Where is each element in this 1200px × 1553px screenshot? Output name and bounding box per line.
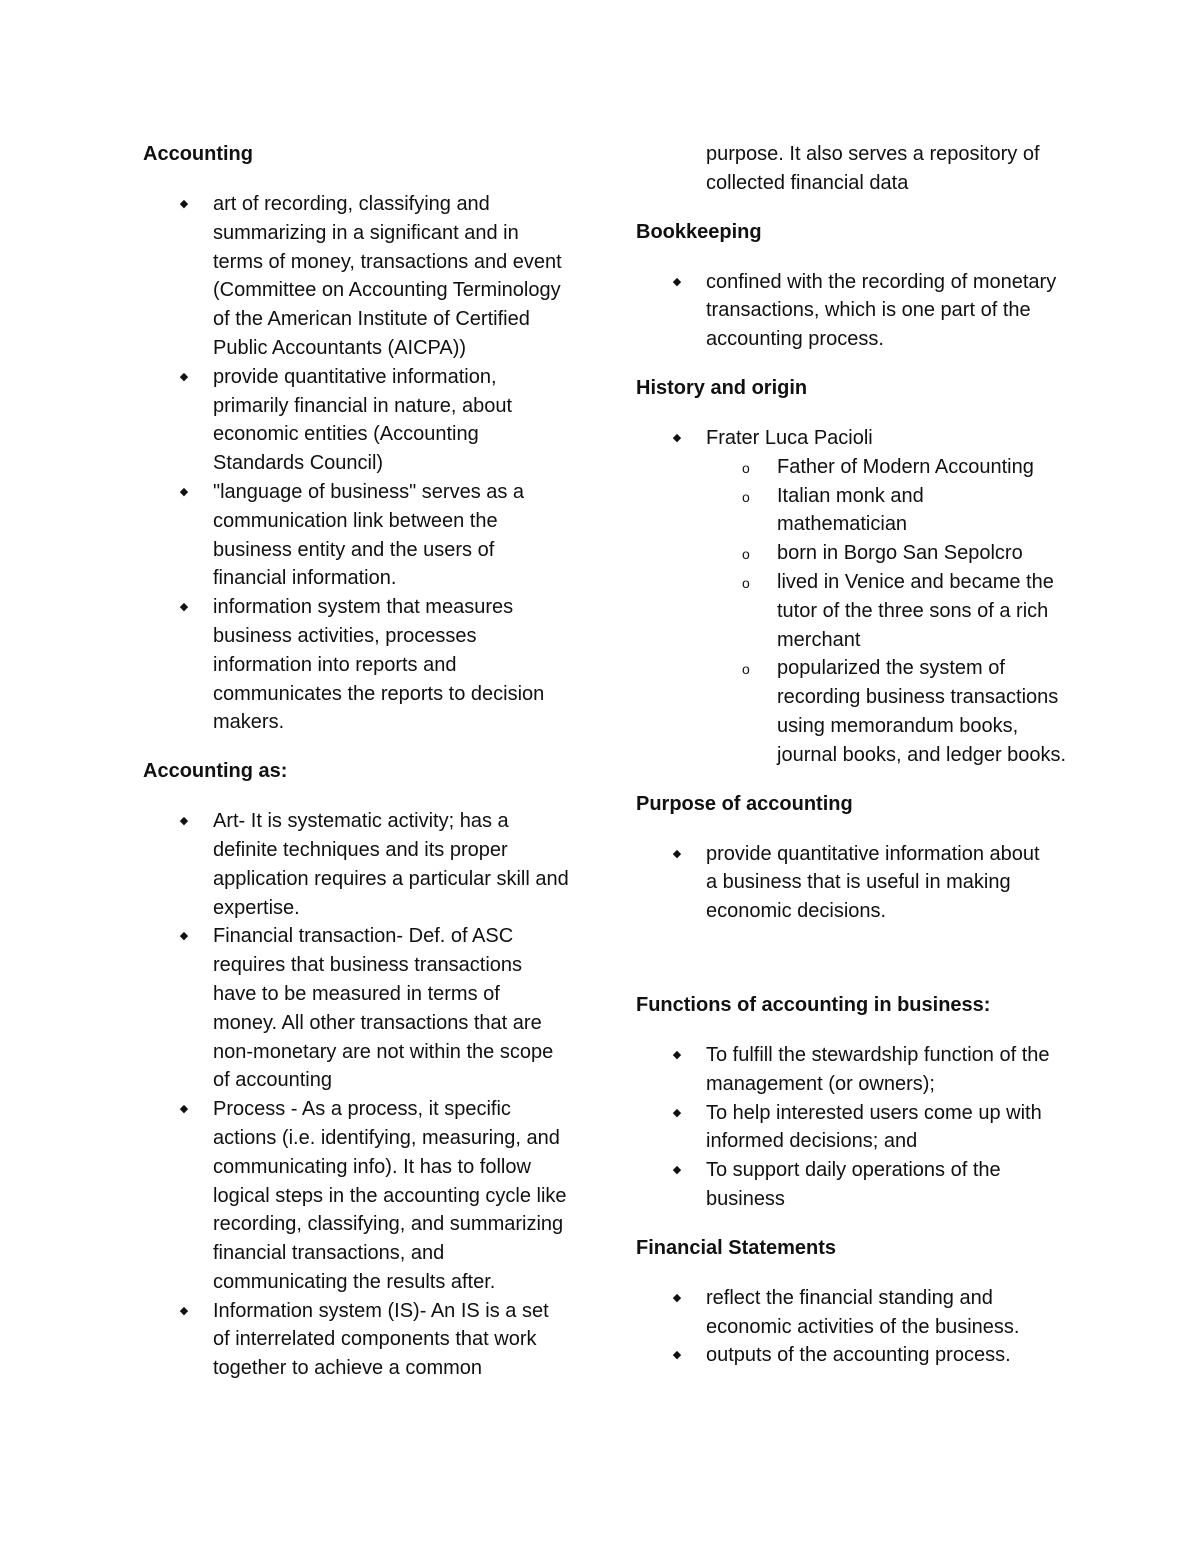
right-column (636, 140, 1076, 1370)
list-item (636, 1284, 1066, 1342)
diamond-bullet-icon: ◆ (179, 370, 189, 383)
list-item-text: provide quantitative information about a business that is useful in making economic decisions. (706, 842, 1040, 923)
list-item-text: reflect the financial standing and economic activities of the business. (706, 1286, 1020, 1338)
list-item (636, 268, 1066, 354)
sub-list-item (706, 539, 1077, 568)
diamond-bullet-icon: ◆ (672, 1349, 682, 1362)
diamond-bullet-icon: ◆ (179, 601, 189, 614)
sub-list-item (706, 482, 997, 540)
list-item-text: To help interested users come up with informed decisions; and (706, 1101, 1042, 1153)
heading-bookkeeping: Bookkeeping (636, 220, 762, 243)
list-item (143, 1095, 573, 1297)
diamond-bullet-icon: ◆ (179, 1304, 189, 1317)
heading-functions: Functions of accounting in business: (636, 993, 991, 1016)
accounting-list (143, 190, 583, 737)
history-list (636, 424, 1076, 770)
diamond-bullet-icon: ◆ (179, 930, 189, 943)
heading-accounting: Accounting (143, 143, 253, 165)
diamond-bullet-icon: ◆ (672, 431, 682, 444)
list-item-text: Financial transaction- Def. of ASC requires that business transactions have to be measured in terms of money. All other transactions that are non-monetary are not within the scope of accounting (213, 925, 554, 1092)
accounting-as-list (143, 807, 583, 1383)
list-item (143, 190, 573, 363)
list-item (143, 363, 558, 478)
list-item-text: Frater Luca Pacioli (706, 426, 873, 449)
list-item-text: To fulfill the stewardship function of the management (or owners); (706, 1043, 1050, 1095)
purpose-list (636, 840, 1076, 926)
list-item-text: Process - As a process, it specific actions (i.e. identifying, measuring, and communicating info). It has to follow logical steps in the accounting cycle like recording, classifying, and summarizing financial transactions, and communicating the results after. (213, 1098, 567, 1293)
list-item-text: Information system (IS)- An IS is a set of interrelated components that work together to achieve a common (213, 1299, 549, 1380)
list-item-text: art of recording, classifying and summarizing in a significant and in terms of money, transactions and event (Committee on Accounting Terminology of the American Institute of Certified Public Accountants (AICPA)) (213, 193, 562, 359)
circle-bullet-icon: o (742, 546, 750, 563)
list-item-text: "language of business" serves as a communication link between the business entity and the users of financial information. (213, 480, 525, 590)
sub-list-item (706, 654, 1077, 769)
diamond-bullet-icon: ◆ (179, 815, 189, 828)
list-item (143, 922, 563, 1095)
sub-list-item-text: lived in Venice and became the tutor of the three sons of a rich merchant (777, 570, 1054, 651)
list-item (143, 478, 573, 593)
list-item (636, 1341, 1066, 1370)
list-item (636, 1099, 1051, 1157)
list-item-text: Art- It is systematic activity; has a definite techniques and its proper application requires a particular skill and expertise. (213, 810, 569, 919)
list-item (636, 424, 1076, 770)
heading-history: History and origin (636, 376, 808, 399)
statements-list (636, 1284, 1076, 1370)
list-item-text: confined with the recording of monetary transactions, which is one part of the accounting process. (706, 270, 1057, 351)
heading-purpose: Purpose of accounting (636, 792, 853, 815)
list-item-text: provide quantitative information, primarily financial in nature, about economic entities (Accounting Standards Council) (213, 365, 513, 475)
diamond-bullet-icon: ◆ (672, 1291, 682, 1304)
list-item-text: information system that measures business activities, processes information into reports and communicates the reports to decision makers. (213, 596, 545, 734)
circle-bullet-icon: o (742, 661, 750, 678)
sub-list-item-text: born in Borgo San Sepolcro (777, 542, 1023, 565)
continuation-text: purpose. It also serves a repository of collected financial data (706, 143, 1040, 194)
list-item (636, 1041, 1066, 1099)
circle-bullet-icon: o (742, 488, 750, 505)
diamond-bullet-icon: ◆ (672, 1106, 682, 1119)
diamond-bullet-icon: ◆ (672, 847, 682, 860)
heading-accounting-as: Accounting as: (143, 760, 288, 783)
diamond-bullet-icon: ◆ (672, 1048, 682, 1061)
list-item (143, 1297, 563, 1383)
circle-bullet-icon: o (742, 574, 750, 591)
diamond-bullet-icon: ◆ (179, 485, 189, 498)
list-item-text: To support daily operations of the business (706, 1159, 1001, 1210)
history-sublist (636, 453, 1076, 770)
sub-list-item-text: Italian monk and mathematician (777, 484, 924, 536)
diamond-bullet-icon: ◆ (672, 1164, 682, 1177)
list-item (636, 840, 1056, 926)
list-item (143, 593, 573, 737)
bookkeeping-list (636, 268, 1076, 354)
left-column (143, 140, 583, 1383)
diamond-bullet-icon: ◆ (672, 275, 682, 288)
sub-list-item (706, 568, 1077, 654)
circle-bullet-icon: o (742, 459, 750, 476)
list-item (636, 1156, 1051, 1214)
list-item-text: outputs of the accounting process. (706, 1344, 1011, 1367)
sub-list-item-text: popularized the system of recording business transactions using memorandum books, journal books, and ledger books. (777, 657, 1067, 766)
functions-list (636, 1041, 1076, 1214)
diamond-bullet-icon: ◆ (179, 1103, 189, 1116)
diamond-bullet-icon: ◆ (179, 198, 189, 210)
sub-list-item (706, 453, 1077, 482)
list-item (143, 807, 573, 922)
heading-financial-statements: Financial Statements (636, 1236, 837, 1259)
sub-list-item-text: Father of Modern Accounting (777, 455, 1034, 478)
